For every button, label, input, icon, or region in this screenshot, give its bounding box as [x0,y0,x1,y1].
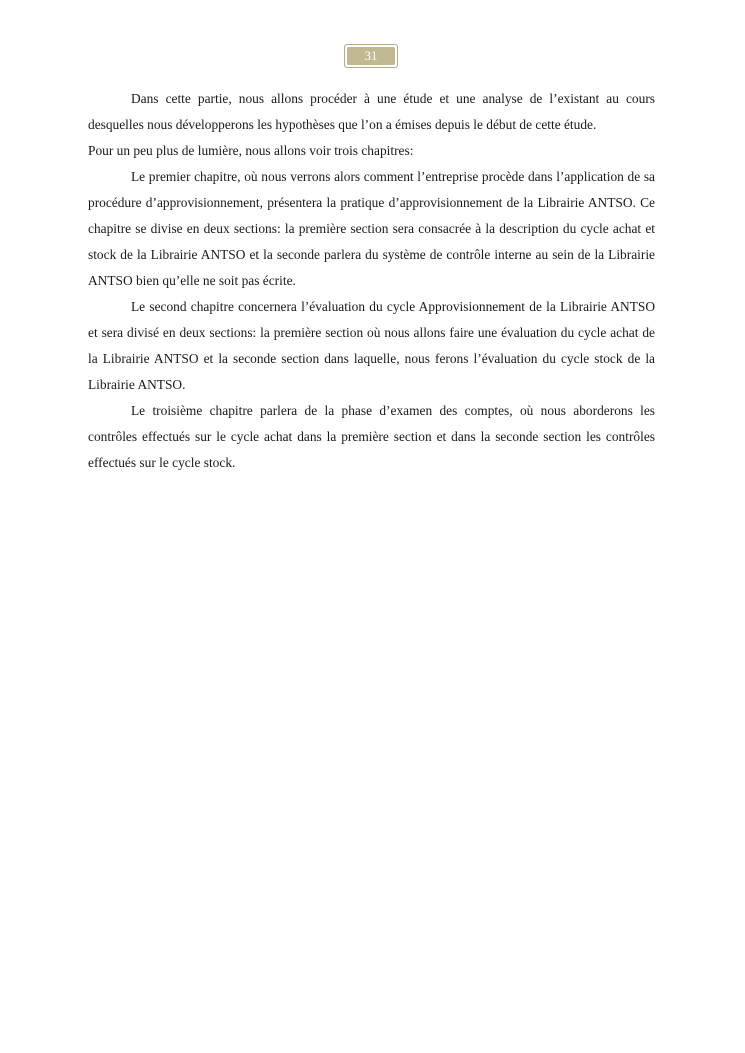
paragraph-overview: Pour un peu plus de lumière, nous allons voir trois chapitres: [88,143,414,158]
paragraph-chapter-three: Le troisième chapitre parlera de la phase d’examen des comptes, où nous aborderons les contrôles effectués sur le cycle achat dans la première section et dans la seconde section les contrôles effectués sur le cycle stock. [88,403,655,470]
paragraph-intro: Dans cette partie, nous allons procéder à une étude et une analyse de l’existant au cours desquelles nous développerons les hypothèses que l’on a émises depuis le début de cette étude. [88,91,655,132]
document-body [88,86,655,476]
page-number-badge [344,44,398,68]
paragraph-chapter-one: Le premier chapitre, où nous verrons alors comment l’entreprise procède dans l’application de sa procédure d’approvisionnement, présentera la pratique d’approvisionnement de la Librairie ANTSO. Ce chapitre se divise en deux sections: la première section sera consacrée à la description du cycle achat et stock de la Librairie ANTSO et la seconde parlera du système de contrôle interne au sein de la Librairie ANTSO bien qu’elle ne soit pas écrite. [88,169,655,288]
page-number: 31 [347,47,395,65]
paragraph-chapter-two: Le second chapitre concernera l’évaluation du cycle Approvisionnement de la Librairie ANTSO et sera divisé en deux sections: la première section où nous allons faire une évaluation du cycle achat de la Librairie ANTSO et la seconde section dans laquelle, nous ferons l’évaluation du cycle stock de la Librairie ANTSO. [88,299,655,392]
